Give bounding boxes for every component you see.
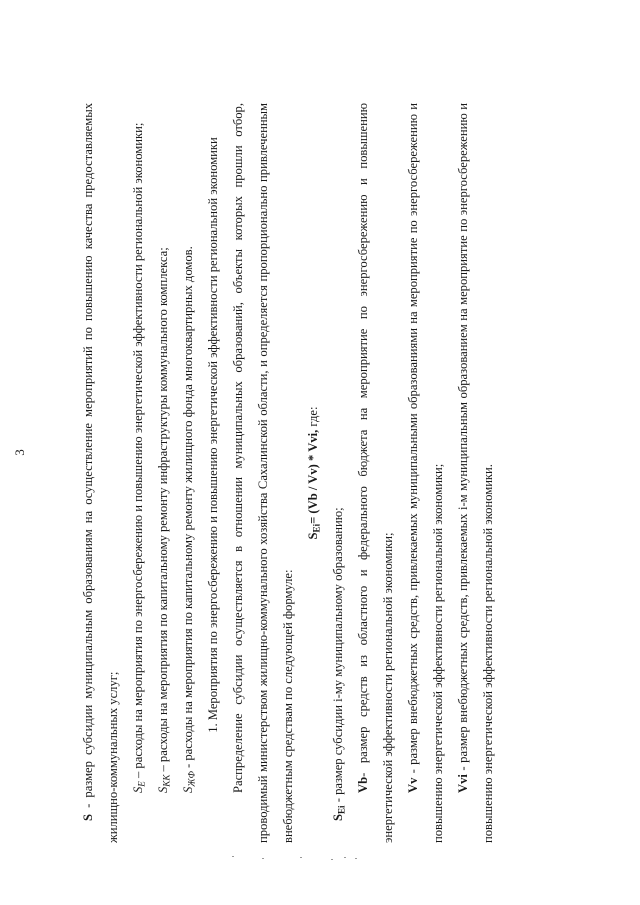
- formula-symbol: S: [306, 532, 320, 540]
- scan-mark: [331, 859, 333, 860]
- definition-text: - размер субсидии i-му муниципальному образованию;: [331, 507, 345, 806]
- paragraph-se-definition: [126, 103, 151, 843]
- definition-text: - расходы на мероприятия по капитальному ремонту жилищного фонда многоквартирных домов.: [181, 246, 195, 772]
- symbol-vvi: Vvi: [456, 774, 470, 793]
- definition-text: - размер субсидии муниципальным образованиям на осуществление мероприятий по повышению качества предоставляемых жилищно-коммунальных услуг;: [81, 103, 120, 843]
- paragraph-vv-definition: [401, 103, 451, 843]
- paragraph-distribution: Распределение субсидии осуществляется в отношении муниципальных образований, объекты которых прошли отбор, проводимый министерством жилищно-коммунального хозяйства Сахалинской области, и определяется пропорционально привлеченным внебюджетным средствам по следующей формуле:: [231, 103, 295, 843]
- scan-mark: [262, 858, 264, 859]
- document-body: [76, 103, 501, 843]
- page-number: 3: [12, 449, 27, 456]
- scan-mark: [232, 856, 234, 857]
- scan-mark: [344, 857, 346, 858]
- formula-where: где:: [306, 406, 320, 430]
- scan-mark: [300, 857, 302, 858]
- definition-text: - размер средств из областного и федерального бюджета на мероприятие по энергосбережению и повышению энергетической эффективности региональной экономики;: [356, 103, 395, 843]
- symbol-vb: Vb: [356, 776, 370, 793]
- symbol-s: S: [81, 813, 95, 821]
- formula-expression: = (Vb / Vv) * Vvi,: [306, 429, 320, 524]
- formula: [301, 103, 326, 843]
- paragraph-skk-definition: [151, 103, 176, 843]
- scan-mark: [355, 858, 357, 859]
- symbol-szhf: $S_{ЖФ}$: [181, 771, 197, 793]
- symbol-sei: $S_{Еi}$: [331, 805, 347, 821]
- definition-text: - размер внебюджетных средств, привлекаемых муниципальными образованиями на мероприятие по энергосбережению и повышению энергетической эффективности региональной экономики;: [406, 103, 445, 843]
- definition-text: - размер внебюджетных средств, привлекаемых i-м муниципальным образованием на мероприятие по энергосбережению и повышению энергетической эффективности региональной экономики.: [456, 103, 495, 843]
- paragraph-s-definition: [76, 103, 126, 843]
- symbol-skk: $S_{КК}$: [156, 774, 172, 793]
- paragraph-vb-definition: [351, 103, 401, 843]
- section-heading: 1. Мероприятия по энергосбережению и повышению энергетической эффективности региональной экономики: [206, 137, 220, 733]
- paragraph-szhf-definition: [176, 103, 201, 843]
- definition-text: – расходы на мероприятия по энергосбережению и повышению энергетической эффективности региональной экономики;: [131, 122, 145, 782]
- paragraph-vvi-definition: [451, 103, 501, 843]
- definition-text: – расходы на мероприятия по капитальному ремонту инфраструктуры коммунального комплекса;: [156, 247, 170, 775]
- paragraph-sei-definition: [326, 103, 351, 843]
- symbol-se: $S_Е$: [131, 781, 147, 793]
- symbol-vv: Vv: [406, 777, 420, 793]
- formula-subscript: Еi: [311, 523, 322, 533]
